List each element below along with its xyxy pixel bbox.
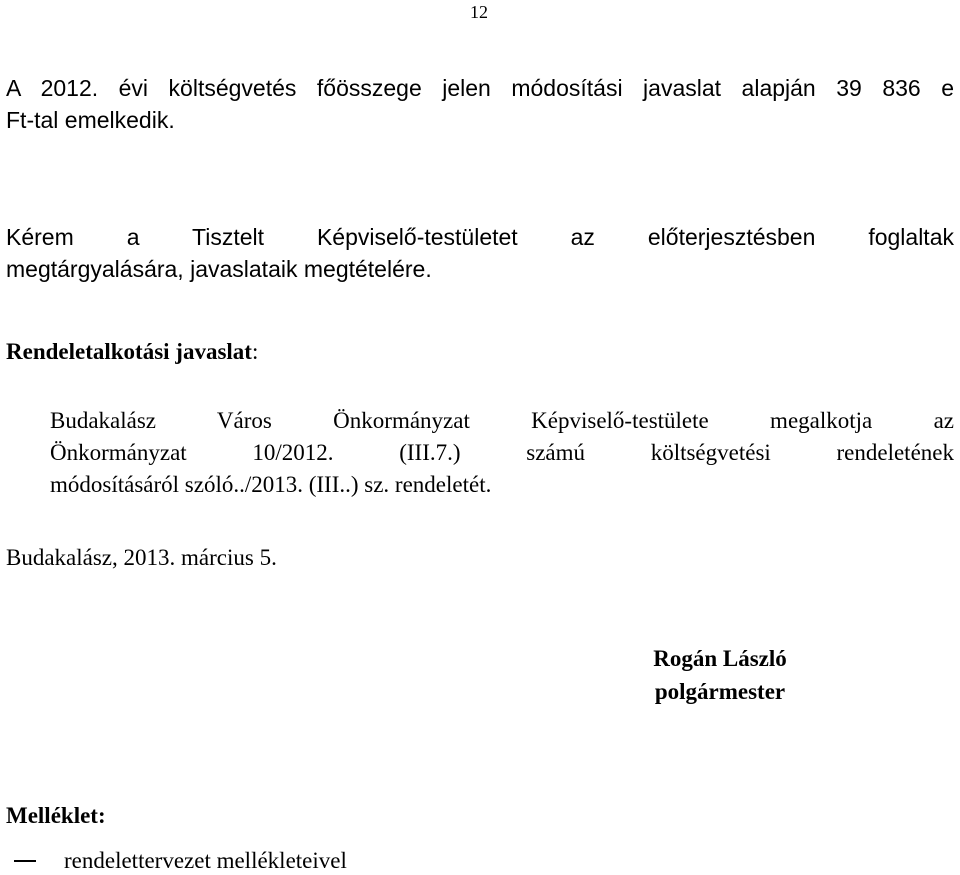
request-paragraph	[6, 221, 954, 285]
signature-block	[600, 642, 840, 708]
attachments-title: Melléklet:	[6, 803, 106, 828]
budget-paragraph	[6, 72, 954, 136]
proposal-text-line-1: Budakalász Város Önkormányzat Képviselő-testülete megalkotja az	[50, 408, 954, 433]
page-number: 12	[470, 2, 488, 22]
dash-bullet-icon	[14, 860, 36, 862]
signer-title: polgármester	[654, 679, 786, 704]
proposal-heading-colon: :	[251, 339, 259, 364]
attachment-item	[6, 848, 347, 874]
proposal-heading	[6, 336, 258, 368]
proposal-text	[50, 405, 954, 501]
request-paragraph-line-2: megtárgyalására, javaslataik megtételére.	[6, 256, 432, 282]
proposal-heading-text: Rendeletalkotási javaslat	[6, 339, 252, 364]
place-date: Budakalász, 2013. március 5.	[6, 545, 277, 570]
budget-paragraph-line-2: Ft-tal emelkedik.	[6, 107, 175, 133]
attachment-item-label: rendelettervezet mellékleteivel	[64, 848, 347, 873]
budget-paragraph-line-1: A 2012. évi költségvetés főösszege jelen módosítási javaslat alapján 39 836 e	[6, 75, 954, 101]
proposal-text-line-2: Önkormányzat 10/2012. (III.7.) számú költségvetési rendeletének	[50, 440, 954, 465]
request-paragraph-line-1: Kérem a Tisztelt Képviselő-testületet az előterjesztésben foglaltak	[6, 224, 954, 250]
signer-name: Rogán László	[653, 646, 787, 671]
proposal-text-line-3: módosításáról szóló../2013. (III..) sz. rendeletét.	[50, 472, 492, 497]
